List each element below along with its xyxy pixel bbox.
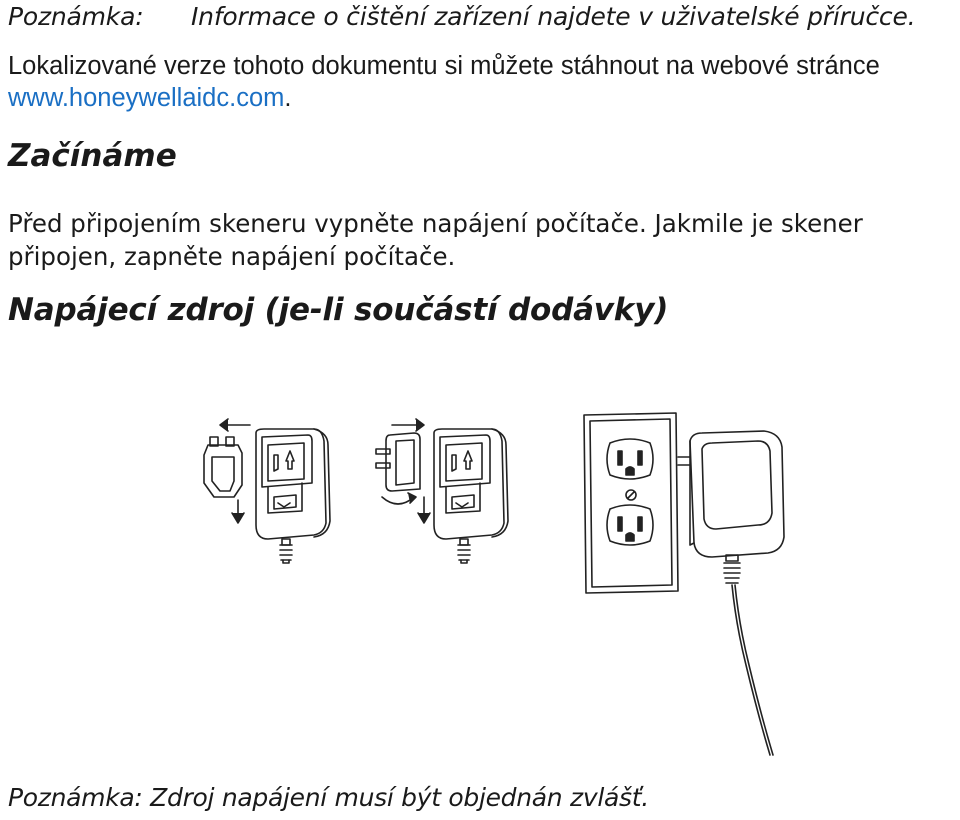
note-label: Poznámka:: [8, 2, 144, 31]
honeywell-link[interactable]: www.honeywellaidc.com: [8, 84, 285, 112]
heading-start: Začínáme: [8, 138, 177, 174]
localized-paragraph: [8, 50, 958, 114]
localized-text: Lokalizované verze tohoto dokumentu si můžete stáhnout na webové stránce: [8, 52, 880, 80]
localized-suffix: .: [284, 84, 292, 112]
plug-adapter-removal-icon: [204, 419, 330, 563]
wall-outlet-adapter-icon: [584, 413, 784, 755]
note-top: [8, 2, 915, 31]
us-plug-adapter-attach-icon: [376, 419, 508, 563]
heading-power-supply: Napájecí zdroj (je-li součástí dodávky): [8, 292, 669, 328]
note-text: Informace o čištění zařízení najdete v uživatelské příručce.: [191, 2, 916, 31]
power-supply-illustration: [190, 405, 790, 775]
note-bottom: Poznámka: Zdroj napájení musí být objednán zvlášť.: [8, 783, 649, 812]
start-paragraph: Před připojením skeneru vypněte napájení počítače. Jakmile je skener připojen, zapněte napájení počítače.: [8, 209, 863, 271]
